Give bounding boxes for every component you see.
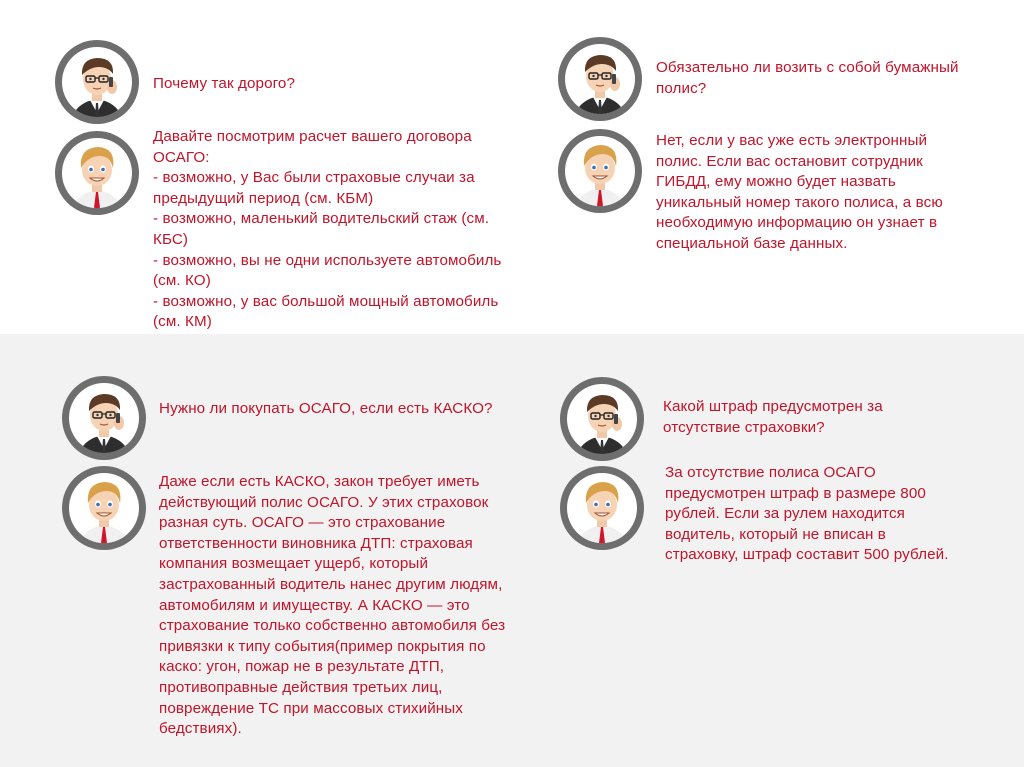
questioner-avatar-icon [557,374,647,464]
question-2: Обязательно ли возить с собой бумажный полис? [656,59,959,97]
questioner-avatar-icon [59,373,149,463]
question-4: Какой штраф предусмотрен за отсутствие страховки? [663,398,883,436]
questioner-avatar-icon [52,37,142,127]
answer-4: За отсутствие полиса ОСАГО предусмотрен штраф в размере 800 рублей. Если за рулем находится водитель, который не вписан в страховку, штраф составит 500 рублей. [665,464,949,564]
answerer-avatar-icon [52,128,142,218]
answer-2: Нет, если у вас уже есть электронный полис. Если вас остановит сотрудник ГИБДД, ему можно будет назвать уникальный номер такого полиса, а всю необходимую информацию он узнает в специальной базе данных. [656,132,943,252]
answer-3: Даже если есть КАСКО, закон требует иметь действующий полис ОСАГО. У этих страховок разная суть. ОСАГО — это страхование ответственности виновника ДТП: страховая компания возмещает ущерб, который застрахованный водитель нанес другим людям, автомобилям и имуществу. А КАСКО — это страхование только собственно автомобиля без привязки к типу события(пример покрытия по каско: угон, пожар не в результате ДТП, противоправные действия третьих лиц, повреждение ТС при массовых стихийных бедствиях). [159,473,506,738]
question-3: Нужно ли покупать ОСАГО, если есть КАСКО? [159,400,493,417]
answer-1: Давайте посмотрим расчет вашего договора ОСАГО: - возможно, у Вас были страховые случаи за предыдущий период (см. КБМ) - возможно, маленький водительский стаж (см. КБС) - возможно, вы не одни используете автомобиль (см. КО) - возможно, у вас большой мощный автомобиль (см. КМ) [153,128,502,331]
answerer-avatar-icon [59,463,149,553]
questioner-avatar-icon [555,34,645,124]
answerer-avatar-icon [557,463,647,553]
question-1: Почему так дорого? [153,75,296,92]
answerer-avatar-icon [555,126,645,216]
